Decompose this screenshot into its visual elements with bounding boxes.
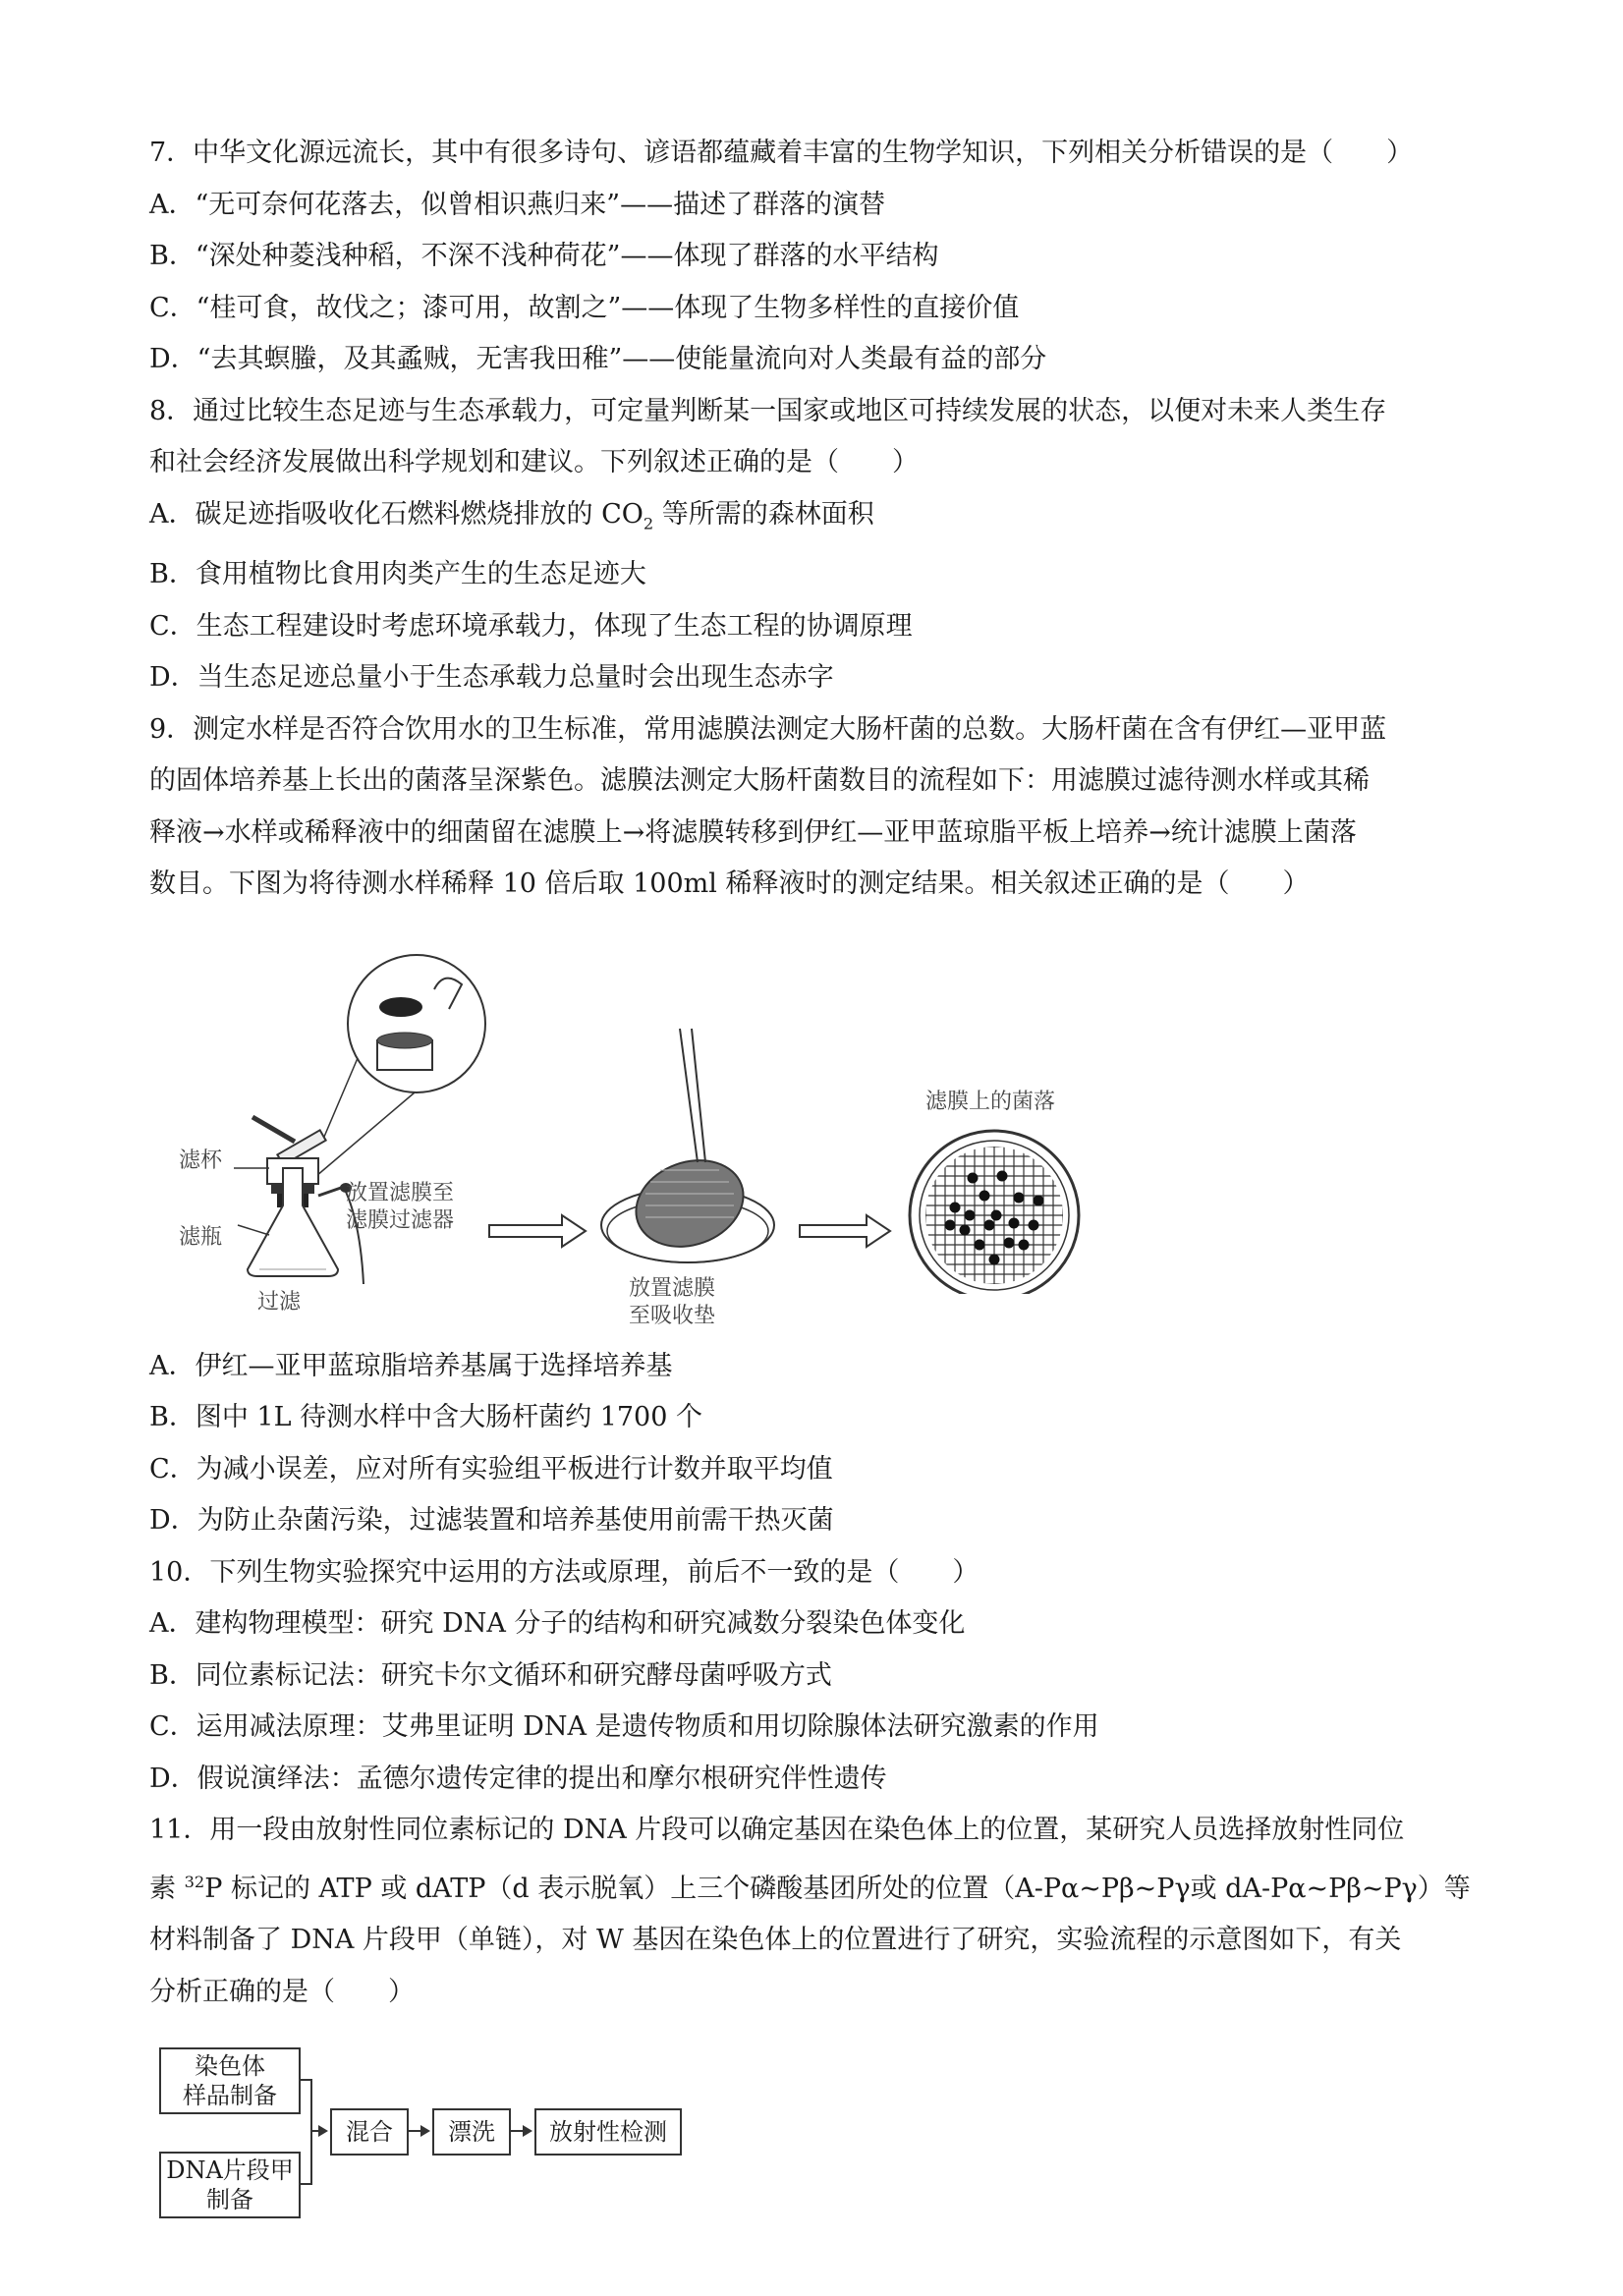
colony-dot bbox=[991, 1209, 1002, 1220]
question-9 bbox=[149, 704, 1485, 1547]
colony-dot bbox=[997, 1170, 1008, 1181]
colony-dot bbox=[979, 1190, 990, 1201]
option-d: D．当生态足迹总量小于生态承载力总量时会出现生态赤字 bbox=[149, 662, 834, 694]
colony-dot bbox=[1014, 1192, 1025, 1203]
colony-dot bbox=[1034, 1195, 1044, 1205]
question-8 bbox=[149, 386, 1485, 704]
flow-text: DNA片段甲 bbox=[166, 2156, 294, 2185]
question-stem-cont: 分析正确的是（ ） bbox=[149, 1976, 415, 2007]
colony-dot bbox=[950, 1202, 961, 1212]
flow-box-wash: 漂洗 bbox=[432, 2108, 511, 2156]
question-11 bbox=[149, 1805, 1485, 2244]
question-stem-cont: 和社会经济发展做出科学规划和建议。下列叙述正确的是（ ） bbox=[149, 447, 919, 477]
option-d: D．“去其螟螣，及其蟊贼，无害我田稚”——使能量流向对人类最有益的部分 bbox=[149, 344, 1047, 374]
flow-box-chromosome-prep bbox=[159, 2047, 301, 2114]
question-10 bbox=[149, 1547, 1485, 1806]
membrane-disc bbox=[379, 997, 422, 1017]
colony-dot bbox=[1019, 1239, 1030, 1250]
label-filter-flask: 滤瓶 bbox=[179, 1224, 223, 1250]
superscript-32: 32 bbox=[184, 1872, 205, 1891]
option-a: A．建构物理模型：研究 DNA 分子的结构和研究减数分裂染色体变化 bbox=[149, 1608, 966, 1640]
option-c: C．生态工程建设时考虑环境承载力，体现了生态工程的协调原理 bbox=[149, 610, 913, 642]
option-a-text-end: 等所需的森林面积 bbox=[653, 498, 874, 530]
option-b: B．食用植物比食用肉类产生的生态足迹大 bbox=[149, 559, 646, 590]
option-c: C．运用减法原理：艾弗里证明 DNA 是遗传物质和用切除腺体法研究激素的作用 bbox=[149, 1711, 1099, 1743]
option-d: D．为防止杂菌污染，过滤装置和培养基使用前需干热灭菌 bbox=[149, 1505, 834, 1537]
flow-box-mix: 混合 bbox=[330, 2108, 409, 2156]
arrow-2 bbox=[800, 1215, 890, 1247]
flow-text: 染色体 bbox=[195, 2052, 265, 2081]
option-b: B．图中 1L 待测水样中含大肠杆菌约 1700 个 bbox=[149, 1402, 702, 1433]
colony-dot bbox=[1009, 1217, 1020, 1228]
option-a-text: A．碳足迹指吸收化石燃料燃烧排放的 CO bbox=[149, 498, 644, 530]
colony-dot bbox=[975, 1239, 985, 1250]
flow-box-radioactivity-detection: 放射性检测 bbox=[534, 2108, 682, 2156]
colony-dot bbox=[945, 1219, 956, 1230]
question-stem: 9．测定水样是否符合饮用水的卫生标准，常用滤膜法测定大肠杆菌的总数。大肠杆菌在含有伊红—亚甲蓝 bbox=[149, 713, 1387, 745]
label-colonies-on-membrane: 滤膜上的菌落 bbox=[925, 1089, 1056, 1114]
zoom-circle bbox=[348, 955, 485, 1092]
label-absorbent-pad: 至吸收垫 bbox=[629, 1303, 716, 1328]
arrow-head bbox=[523, 2125, 532, 2137]
connector bbox=[310, 2079, 312, 2185]
colony-dot bbox=[1029, 1219, 1039, 1230]
label-filtration: 过滤 bbox=[257, 1289, 302, 1315]
colony-dot bbox=[984, 1219, 995, 1230]
arrow-head bbox=[318, 2125, 328, 2137]
filtration-figure bbox=[149, 911, 1485, 1328]
stem-text-end: P 标记的 ATP 或 dATP（d 表示脱氧）上三个磷酸基团所处的位置（A-Pα~Pβ~Pγ或 dA-Pα~Pβ~Pγ）等 bbox=[204, 1873, 1471, 1904]
stem-text: 素 bbox=[149, 1873, 185, 1904]
arrow-head bbox=[420, 2125, 430, 2137]
label-filter-cup: 滤杯 bbox=[179, 1148, 223, 1173]
option-a: A．伊红—亚甲蓝琼脂培养基属于选择培养基 bbox=[149, 1350, 673, 1381]
colony-dot bbox=[968, 1172, 979, 1183]
option-a bbox=[149, 489, 1485, 550]
exam-page bbox=[149, 128, 1485, 2244]
option-c: C．“桂可食，故伐之；漆可用，故割之”——体现了生物多样性的直接价值 bbox=[149, 292, 1020, 323]
colony-dot bbox=[960, 1224, 971, 1235]
question-stem-cont: 释液→水样或稀释液中的细菌留在滤膜上→将滤膜转移到伊红—亚甲蓝琼脂平板上培养→统计滤膜上菌落 bbox=[149, 816, 1357, 848]
colony-dot bbox=[1004, 1237, 1015, 1248]
question-stem-cont bbox=[149, 1857, 1485, 1916]
question-stem: 11．用一段由放射性同位素标记的 DNA 片段可以确定基因在染色体上的位置，某研究人员选择放射性同位 bbox=[149, 1815, 1405, 1846]
flow-text: 制备 bbox=[205, 2186, 253, 2214]
option-b: B．“深处种菱浅种稻，不深不浅种荷花”——体现了群落的水平结构 bbox=[149, 241, 939, 271]
option-c: C．为减小误差，应对所有实验组平板进行计数并取平均值 bbox=[149, 1453, 833, 1484]
question-stem: 8．通过比较生态足迹与生态承载力，可定量判断某一国家或地区可持续发展的状态，以便对未来人类生存 bbox=[149, 395, 1387, 426]
question-stem-cont: 的固体培养基上长出的菌落呈深紫色。滤膜法测定大肠杆菌数目的流程如下：用滤膜过滤待测水样或其稀 bbox=[149, 765, 1370, 797]
forceps bbox=[680, 1029, 698, 1162]
question-7 bbox=[149, 128, 1485, 386]
label-membrane-filter: 滤膜过滤器 bbox=[346, 1207, 455, 1233]
label-place-on-pad: 放置滤膜 bbox=[629, 1275, 716, 1301]
option-b: B．同位素标记法：研究卡尔文循环和研究酵母菌呼吸方式 bbox=[149, 1659, 832, 1691]
subscript-2: 2 bbox=[643, 513, 654, 532]
question-stem-cont: 材料制备了 DNA 片段甲（单链），对 W 基因在染色体上的位置进行了研究，实验流程的示意图如下，有关 bbox=[149, 1925, 1402, 1956]
experiment-flowchart bbox=[149, 2047, 1485, 2244]
option-d: D．假说演绎法：孟德尔遗传定律的提出和摩尔根研究伴性遗传 bbox=[149, 1763, 887, 1794]
question-stem: 7．中华文化源远流长，其中有很多诗句、谚语都蕴藏着丰富的生物学知识，下列相关分析错误的是（ ） bbox=[149, 138, 1414, 168]
question-stem: 10．下列生物实验探究中运用的方法或原理，前后不一致的是（ ） bbox=[149, 1556, 979, 1588]
arrow-1 bbox=[489, 1215, 586, 1247]
question-stem-cont: 数目。下图为将待测水样稀释 10 倍后取 100ml 稀释液时的测定结果。相关叙述正确的是（ ） bbox=[149, 868, 1310, 900]
flow-text: 样品制备 bbox=[183, 2082, 277, 2110]
colony-plate bbox=[910, 1131, 1079, 1294]
colony-dot bbox=[989, 1254, 1000, 1264]
label-place-membrane: 放置滤膜至 bbox=[346, 1180, 455, 1205]
flow-box-dna-prep bbox=[159, 2152, 301, 2218]
filter-flask bbox=[248, 1168, 338, 1276]
colony-dot bbox=[965, 1209, 976, 1220]
option-a: A．“无可奈何花落去，似曾相识燕归来”——描述了群落的演替 bbox=[149, 189, 886, 220]
